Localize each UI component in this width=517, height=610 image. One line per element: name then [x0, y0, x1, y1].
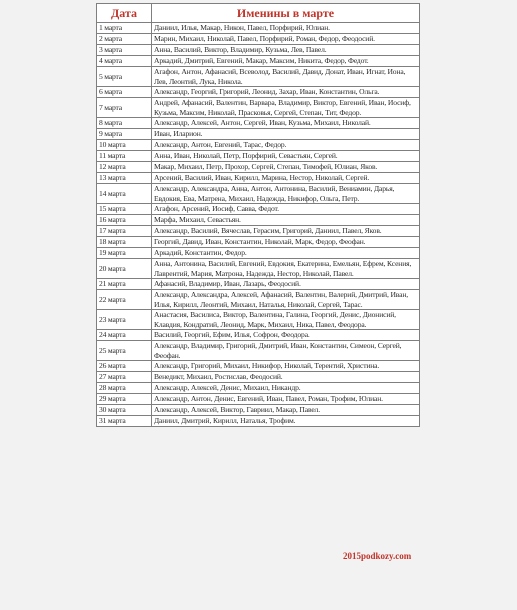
names-cell: Макар, Михаил, Петр, Прохор, Сергей, Степан, Тимофей, Юлиан, Яков.	[152, 162, 420, 173]
names-cell: Александр, Алексей, Денис, Михаил, Никандр.	[152, 383, 420, 394]
names-cell: Александр, Антон, Денис, Евгений, Иван, Павел, Роман, Трофим, Юлиан.	[152, 394, 420, 405]
table-row	[97, 162, 420, 173]
names-cell: Александр, Василий, Вячеслав, Герасим, Григорий, Даниил, Павел, Яков.	[152, 226, 420, 237]
names-cell: Венедикт, Михаил, Ростислав, Феодосий.	[152, 372, 420, 383]
table-row	[97, 405, 420, 416]
table-row	[97, 45, 420, 56]
date-cell: 29 марта	[97, 394, 152, 405]
names-cell: Аркадий, Константин, Федор.	[152, 248, 420, 259]
date-cell: 31 марта	[97, 416, 152, 427]
table-row	[97, 383, 420, 394]
date-cell: 20 марта	[97, 259, 152, 279]
names-cell: Аркадий, Дмитрий, Евгений, Макар, Максим, Никита, Федор, Федот.	[152, 56, 420, 67]
date-cell: 14 марта	[97, 184, 152, 204]
table-row	[97, 310, 420, 330]
names-cell: Александр, Георгий, Григорий, Леонид, Захар, Иван, Константин, Ольга.	[152, 87, 420, 98]
names-cell: Анна, Антонина, Василий, Евгений, Евдокия, Екатерина, Емельян, Ефрем, Ксения, Лаврентий, Мария, Матрона, Надежда, Нестор, Николай, Павел.	[152, 259, 420, 279]
table-row	[97, 361, 420, 372]
table-row	[97, 204, 420, 215]
table-body	[97, 23, 420, 427]
date-cell: 9 марта	[97, 129, 152, 140]
table-row	[97, 290, 420, 310]
names-cell: Афанасий, Владимир, Иван, Лазарь, Феодосий.	[152, 279, 420, 290]
table-row	[97, 215, 420, 226]
date-cell: 28 марта	[97, 383, 152, 394]
date-cell: 19 марта	[97, 248, 152, 259]
names-cell: Василий, Георгий, Ефим, Илья, Софрон, Феодора.	[152, 330, 420, 341]
date-cell: 5 марта	[97, 67, 152, 87]
date-cell: 12 марта	[97, 162, 152, 173]
table-row	[97, 151, 420, 162]
names-cell: Александр, Григорий, Михаил, Никифор, Николай, Терентий, Христина.	[152, 361, 420, 372]
names-cell: Александр, Александра, Алексей, Афанасий, Валентин, Валерий, Дмитрий, Иван, Илья, Кирилл, Леонтий, Михаил, Наталья, Николай, Сергей, Тарас.	[152, 290, 420, 310]
date-cell: 17 марта	[97, 226, 152, 237]
table-row	[97, 118, 420, 129]
date-cell: 3 марта	[97, 45, 152, 56]
names-cell: Марфа, Михаил, Севастьян.	[152, 215, 420, 226]
date-cell: 8 марта	[97, 118, 152, 129]
name-days-table	[96, 3, 420, 427]
names-cell: Агафон, Арсений, Иосиф, Савва, Федот.	[152, 204, 420, 215]
date-cell: 18 марта	[97, 237, 152, 248]
names-cell: Анна, Василий, Виктор, Владимир, Кузьма, Лев, Павел.	[152, 45, 420, 56]
date-cell: 16 марта	[97, 215, 152, 226]
date-cell: 11 марта	[97, 151, 152, 162]
table-row	[97, 416, 420, 427]
table-row	[97, 34, 420, 45]
date-cell: 10 марта	[97, 140, 152, 151]
date-cell: 2 марта	[97, 34, 152, 45]
date-cell: 7 марта	[97, 98, 152, 118]
names-cell: Александр, Антон, Евгений, Тарас, Федор.	[152, 140, 420, 151]
names-cell: Анастасия, Василиса, Виктор, Валентина, Галина, Георгий, Денис, Дионисий, Клавдия, Кондратий, Леонид, Марк, Михаил, Ника, Павел, Феодора.	[152, 310, 420, 330]
date-cell: 26 марта	[97, 361, 152, 372]
table-row	[97, 23, 420, 34]
names-cell: Андрей, Афанасий, Валентин, Варвара, Владимир, Виктор, Евгений, Иван, Иосиф, Кузьма, Максим, Николай, Прасковья, Сергей, Степан, Тит, Федор.	[152, 98, 420, 118]
date-cell: 24 марта	[97, 330, 152, 341]
names-cell: Анна, Иван, Николай, Петр, Порфирий, Севастьян, Сергей.	[152, 151, 420, 162]
table-row	[97, 394, 420, 405]
names-cell: Александр, Владимир, Григорий, Дмитрий, Иван, Константин, Симеон, Сергей, Феофан.	[152, 341, 420, 361]
names-cell: Марин, Михаил, Николай, Павел, Порфирий, Роман, Федор, Феодосий.	[152, 34, 420, 45]
table-row	[97, 372, 420, 383]
table-row	[97, 129, 420, 140]
date-cell: 15 марта	[97, 204, 152, 215]
table-row	[97, 140, 420, 151]
names-cell: Александр, Алексей, Антон, Сергей, Иван, Кузьма, Михаил, Николай.	[152, 118, 420, 129]
date-cell: 23 марта	[97, 310, 152, 330]
header-names: Именины в марте	[152, 4, 420, 23]
date-cell: 6 марта	[97, 87, 152, 98]
table-row	[97, 259, 420, 279]
date-cell: 30 марта	[97, 405, 152, 416]
date-cell: 25 марта	[97, 341, 152, 361]
names-cell: Арсений, Василий, Иван, Кирилл, Марина, Нестор, Николай, Сергей.	[152, 173, 420, 184]
date-cell: 27 марта	[97, 372, 152, 383]
names-cell: Александр, Александра, Анна, Антон, Антонина, Василий, Вениамин, Дарья, Евдокия, Ева, Матрена, Михаил, Надежда, Никифор, Ольга, Петр.	[152, 184, 420, 204]
table-row	[97, 98, 420, 118]
names-cell: Даниил, Илья, Макар, Никон, Павел, Порфирий, Юлиан.	[152, 23, 420, 34]
table-row	[97, 56, 420, 67]
date-cell: 4 марта	[97, 56, 152, 67]
table-row	[97, 67, 420, 87]
names-cell: Георгий, Давид, Иван, Константин, Николай, Марк, Федор, Феофан.	[152, 237, 420, 248]
date-cell: 22 марта	[97, 290, 152, 310]
names-cell: Иван, Иларион.	[152, 129, 420, 140]
table-row	[97, 87, 420, 98]
table-row	[97, 330, 420, 341]
table-row	[97, 237, 420, 248]
names-cell: Даниил, Дмитрий, Кирилл, Наталья, Трофим.	[152, 416, 420, 427]
table-row	[97, 279, 420, 290]
table-row	[97, 248, 420, 259]
table-row	[97, 341, 420, 361]
table-row	[97, 226, 420, 237]
date-cell: 1 марта	[97, 23, 152, 34]
header-date: Дата	[97, 4, 152, 23]
table-row	[97, 184, 420, 204]
watermark-text: 2015podkozy.com	[343, 551, 412, 561]
table-row	[97, 173, 420, 184]
names-cell: Александр, Алексей, Виктор, Гавриил, Макар, Павел.	[152, 405, 420, 416]
table-header-row	[97, 4, 420, 23]
date-cell: 13 марта	[97, 173, 152, 184]
names-cell: Агафон, Антон, Афанасий, Всеволод, Василий, Давид, Донат, Иван, Игнат, Иона, Лев, Леонтий, Лука, Никола.	[152, 67, 420, 87]
date-cell: 21 марта	[97, 279, 152, 290]
